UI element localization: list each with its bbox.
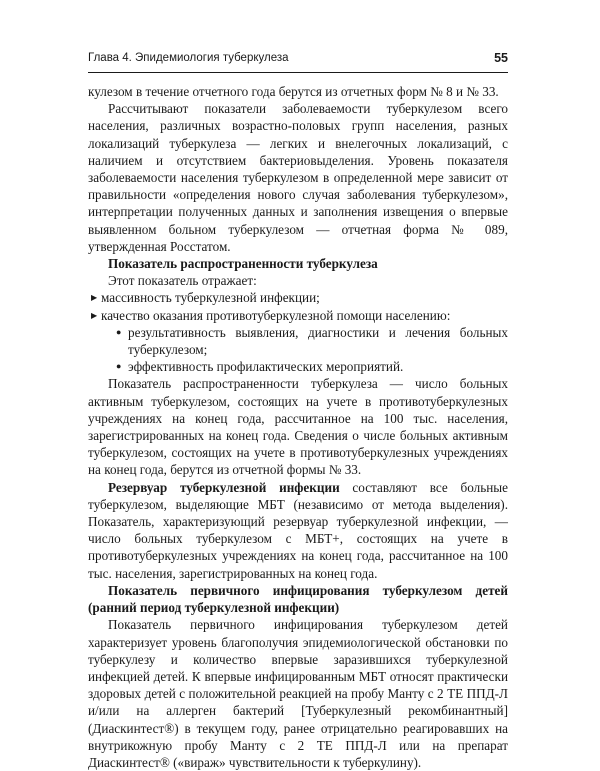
list-item-text: массивность туберкулезной инфекции; (101, 290, 320, 306)
section-heading: Показатель распространенности туберкулеза (108, 256, 378, 272)
list-item (88, 307, 508, 324)
sub-list-item (88, 324, 508, 358)
dot-bullet-icon: ● (116, 361, 122, 372)
sub-list-item-text: результативность выявления, диагностики и лечения больных туберкулезом; (128, 324, 508, 358)
sub-list-item (88, 358, 508, 375)
section-heading: Показатель первичного инфицирования туберкулезом детей (ранний период туберкулезной инфекции) (88, 582, 508, 616)
triangle-bullet-icon: ▶ (91, 293, 98, 303)
paragraph: Показатель первичного инфицирования туберкулезом детей характеризует уровень благополучия эпидемиологической обстановки по туберкулезу и количество впервые заразившихся туберкулезной инфекцией детей. К впервые инфицированным МБТ относят практически здоровых детей с положительной реакцией на пробу Манту с 2 ТЕ ППД-Л и/или на аллерген бактерий [Туберкулезный рекомбинантный] (Диаскинтест®) в текущем году, ранее отрицательно реагировавших на внутрикожную пробу Манту с 2 ТЕ ППД-Л или на препарат Диаскинтест® («вираж» чувствительности к туберкулину). (88, 617, 508, 770)
definition-text: составляют все больные туберкулезом, выделяющие МБТ (независимо от метода выделения). Показатель, характеризующий резервуар туберкулезной инфекции, — число больных туберкулезом с МБТ+, состоящих на учете в противотуберкулезных учреждениях на конец года, рассчитанное на 100 тыс. населения, зарегистрированных на конец года. (88, 479, 508, 581)
paragraph: Этот показатель отражает: (108, 273, 257, 289)
paragraph (88, 479, 508, 582)
triangle-bullet-icon: ▶ (91, 310, 98, 320)
running-header (88, 50, 508, 73)
list-item-text: качество оказания противотуберкулезной помощи населению: (101, 307, 451, 323)
dot-bullet-icon: ● (116, 326, 122, 337)
chapter-title: Глава 4. Эпидемиология туберкулеза (88, 52, 289, 64)
paragraph: Показатель распространенности туберкулеза — число больных активным туберкулезом, состоящих на учете в противотуберкулезных учреждениях на конец года, рассчитанное на 100 тыс. населения, зарегистрированных на конец года. Сведения о числе больных активным туберкулезом, состоящих на учете в противотуберкулезных учреждениях на конец года, берутся из отчетной формы № 33. (88, 376, 508, 478)
page-number: 55 (494, 51, 508, 65)
body-text (88, 83, 508, 771)
sub-list-item-text: эффективность профилактических мероприятий. (128, 359, 404, 375)
list-item (88, 289, 508, 306)
paragraph: Рассчитывают показатели заболеваемости туберкулезом всего населения, различных возрастно-половых групп населения, разных локализаций туберкулеза — легких и внелегочных локализаций, с наличием и отсутствием бактериовыделения. Уровень показателя заболеваемости населения туберкулезом в определенной мере зависит от правильности «определения нового случая заболевания туберкулезом», интерпретации полученных данных и заполнения извещения о впервые выявленном больном туберкулезом — отчетная форма № 089, утвержденная Росстатом. (88, 101, 508, 254)
paragraph: кулезом в течение отчетного года берутся из отчетных форм № 8 и № 33. (88, 84, 499, 99)
defined-term: Резервуар туберкулезной инфекции (108, 479, 340, 495)
